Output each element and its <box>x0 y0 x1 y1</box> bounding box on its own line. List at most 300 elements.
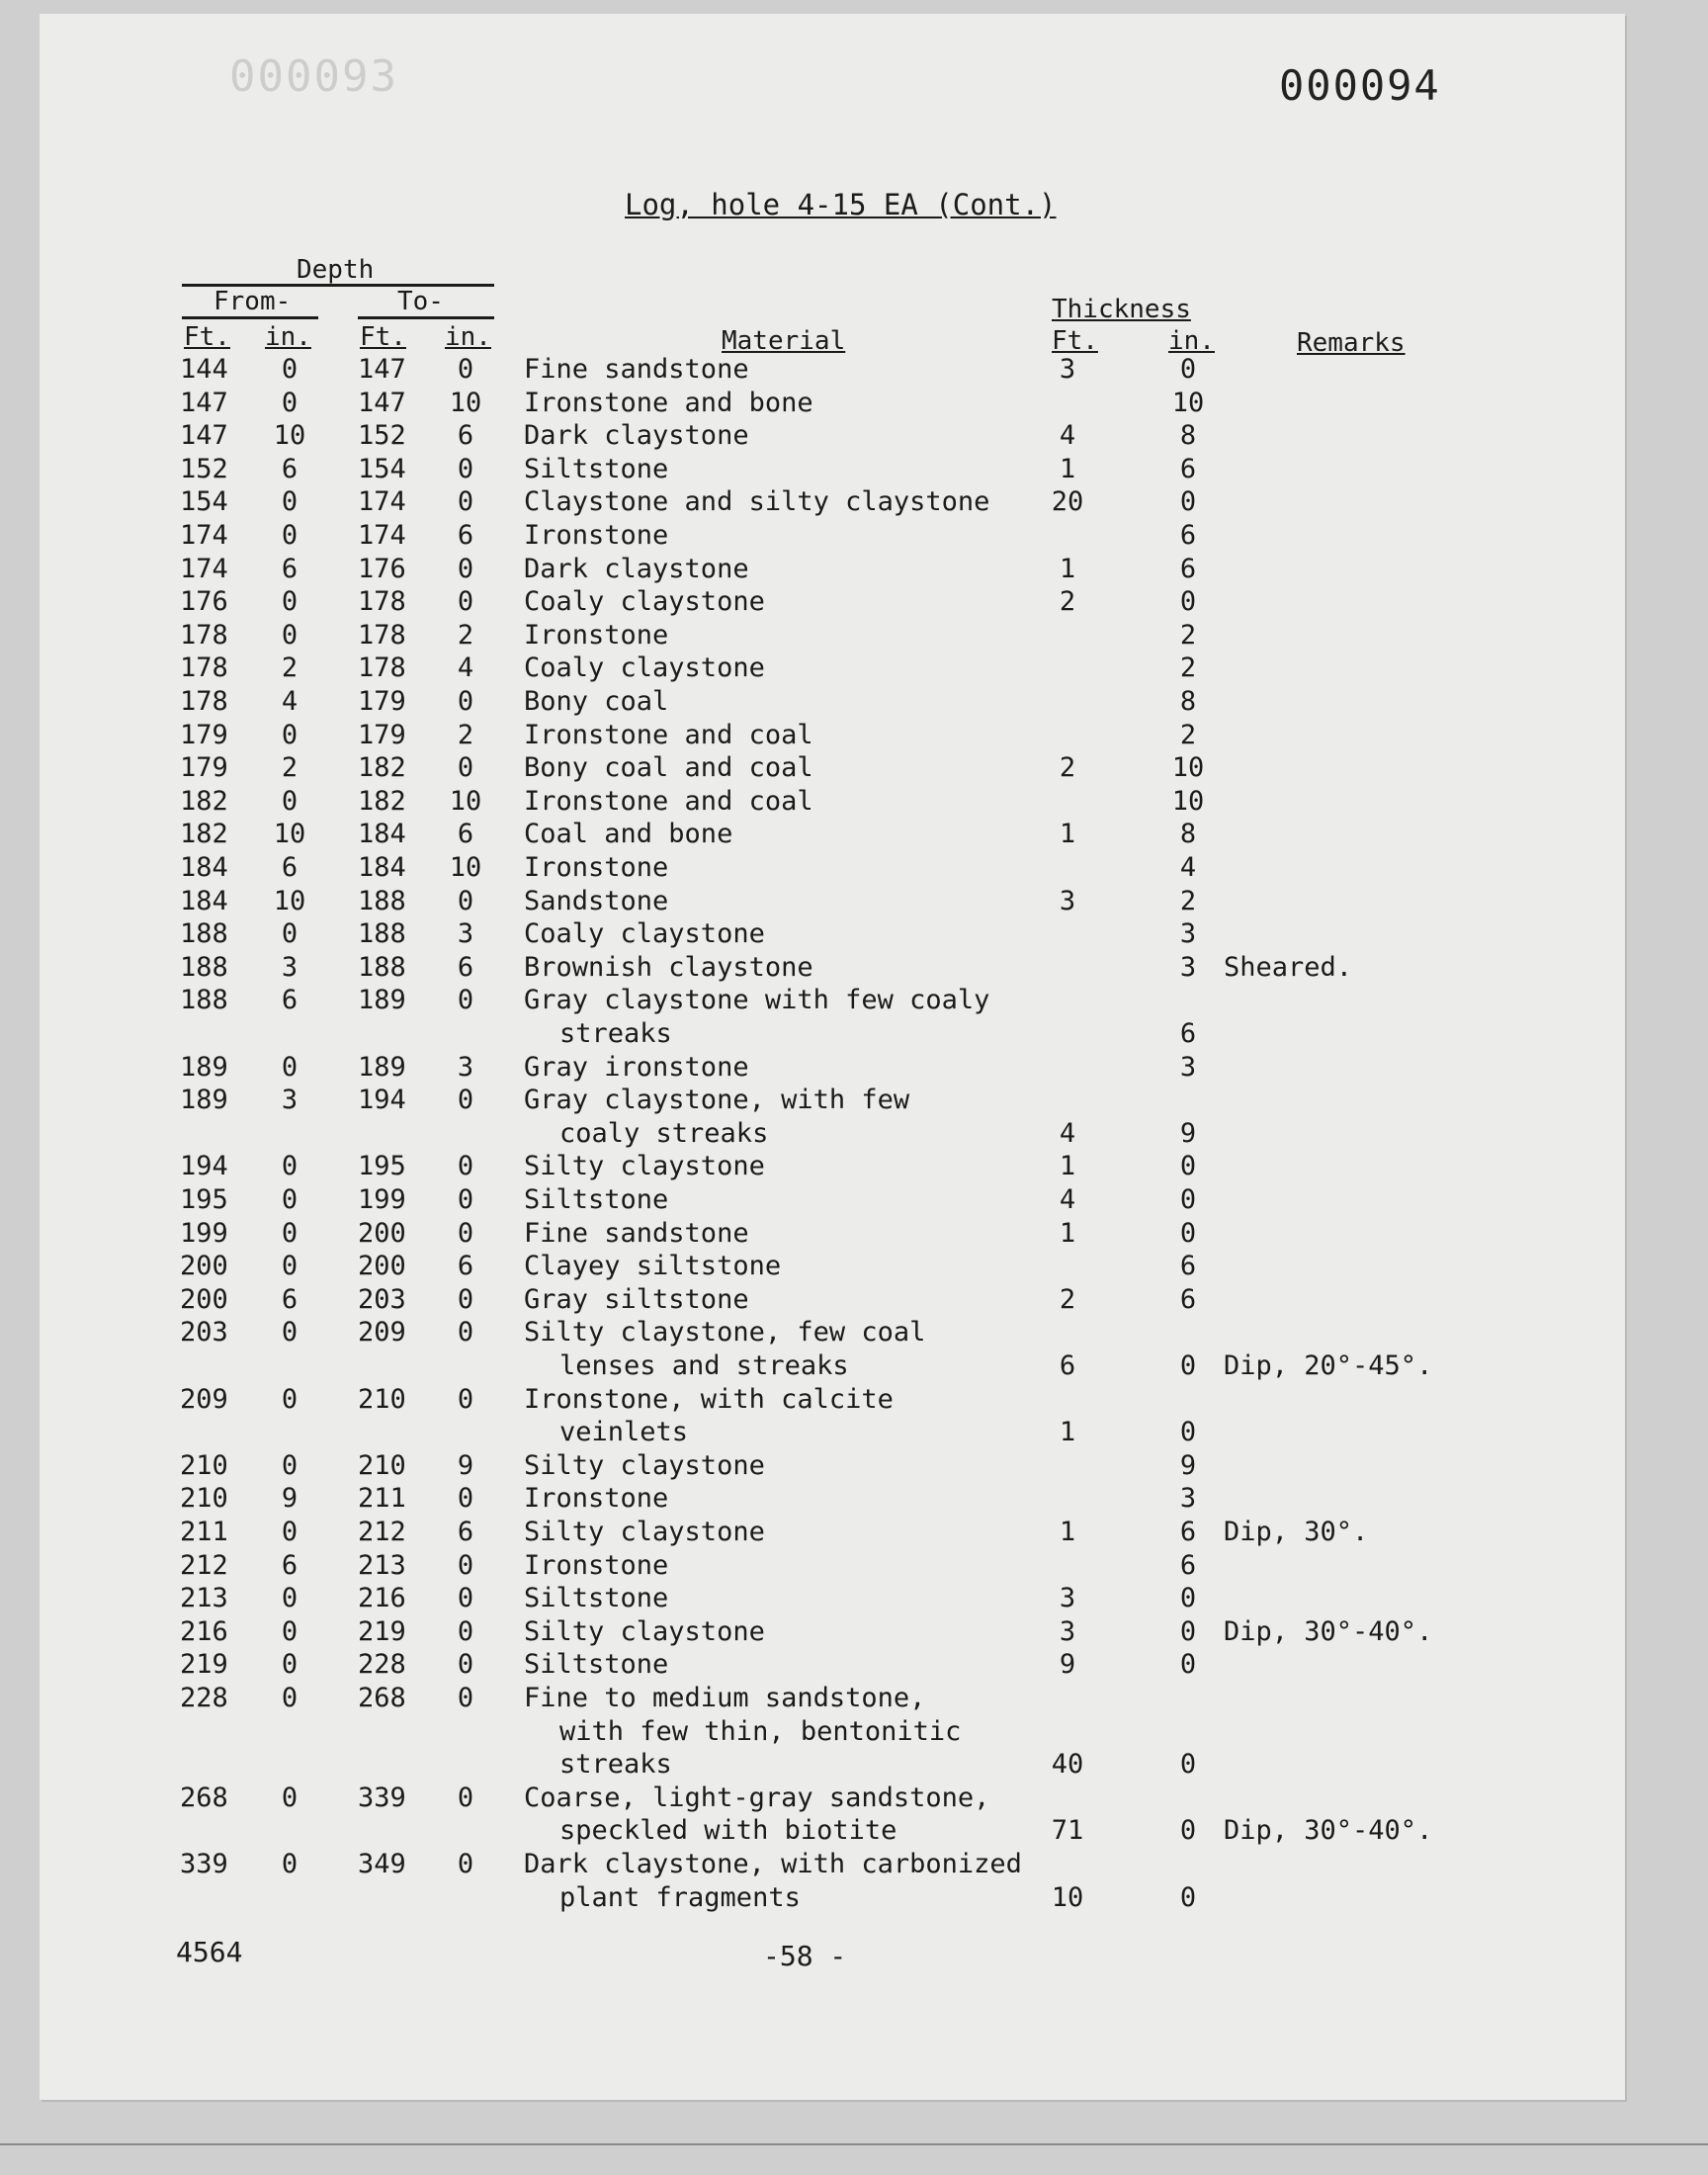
material-text: Coal and bone <box>524 819 733 850</box>
table-row <box>0 1517 1708 1550</box>
material-text: Ironstone <box>524 1549 669 1581</box>
depth-from-ft: 182 <box>180 819 228 850</box>
table-row <box>0 918 1708 952</box>
material-continuation: streaks <box>559 1749 672 1781</box>
remarks-text: Dip, 30°-40°. <box>1224 1615 1433 1647</box>
thickness-in: 0 <box>1179 1881 1197 1913</box>
depth-from-in: 0 <box>281 1449 299 1481</box>
thickness-in: 0 <box>1179 1349 1197 1381</box>
thickness-in: 0 <box>1179 1815 1197 1847</box>
depth-from-ft: 144 <box>180 354 228 385</box>
depth-from-in: 4 <box>281 686 299 717</box>
page-number: -58 - <box>763 1940 847 1972</box>
depth-to-ft: 211 <box>358 1483 406 1515</box>
thickness-in: 10 <box>1171 785 1205 817</box>
thickness-in: 2 <box>1179 885 1197 916</box>
thickness-in: 0 <box>1179 1417 1197 1448</box>
table-row <box>0 1317 1708 1381</box>
depth-to-in: 0 <box>457 1217 474 1249</box>
material-text: Ironstone <box>524 1483 669 1515</box>
depth-to-in: 0 <box>457 453 474 484</box>
depth-to-ft: 178 <box>358 652 406 684</box>
depth-to-ft: 174 <box>358 486 406 518</box>
material-text: Gray siltstone <box>524 1283 749 1315</box>
thickness-ft: 1 <box>1059 1517 1076 1547</box>
depth-to-in: 0 <box>457 1549 474 1581</box>
thickness-in: 0 <box>1179 1217 1197 1249</box>
depth-from-ft: 174 <box>180 520 228 551</box>
material-text: Fine sandstone <box>524 354 749 385</box>
depth-to-ft: 200 <box>358 1217 406 1249</box>
depth-to-ft: 188 <box>358 918 406 950</box>
depth-to-ft: 349 <box>358 1849 406 1879</box>
depth-from-in: 10 <box>273 885 306 916</box>
depth-from-in: 0 <box>281 1517 299 1547</box>
remarks-header: Remarks <box>1297 328 1406 358</box>
depth-from-ft: 176 <box>180 586 228 618</box>
depth-from-ft: 210 <box>180 1449 228 1481</box>
depth-from-in: 0 <box>281 1649 299 1681</box>
table-row <box>0 686 1708 720</box>
thickness-in: 10 <box>1171 752 1205 784</box>
depth-to-in: 0 <box>457 1782 474 1813</box>
remarks-text: Dip, 20°-45°. <box>1224 1349 1433 1381</box>
table-row <box>0 586 1708 620</box>
depth-from-in: 0 <box>281 1683 299 1713</box>
depth-from-ft: 339 <box>180 1849 228 1879</box>
material-text: Ironstone and coal <box>524 785 813 817</box>
thickness-in: 8 <box>1179 420 1197 452</box>
thickness-in: 3 <box>1179 1051 1197 1083</box>
depth-to-in: 0 <box>457 752 474 784</box>
material-text: Bony coal and coal <box>524 752 813 784</box>
material-text: Silty claystone, few coal <box>524 1317 926 1348</box>
table-row <box>0 554 1708 587</box>
material-text: Siltstone <box>524 1649 669 1681</box>
depth-from-in: 9 <box>281 1483 299 1515</box>
material-text: Ironstone <box>524 619 669 651</box>
from-ft-header: Ft. <box>184 322 230 352</box>
depth-to-in: 0 <box>457 1583 474 1614</box>
depth-to-in: 6 <box>457 1251 474 1282</box>
material-continuation: coaly streaks <box>559 1117 769 1149</box>
depth-from-in: 0 <box>281 586 299 618</box>
depth-to-in: 0 <box>457 1184 474 1215</box>
thickness-in: 0 <box>1179 1615 1197 1647</box>
table-row <box>0 1782 1708 1847</box>
from-in-header: in. <box>265 322 311 352</box>
depth-from-ft: 189 <box>180 1085 228 1116</box>
thickness-ft: 2 <box>1059 586 1076 618</box>
depth-to-in: 0 <box>457 553 474 584</box>
table-row <box>0 720 1708 753</box>
depth-from-in: 6 <box>281 985 299 1016</box>
thickness-in: 0 <box>1179 586 1197 618</box>
table-row <box>0 1085 1708 1149</box>
table-row <box>0 1483 1708 1517</box>
material-continuation: with few thin, bentonitic <box>559 1715 962 1747</box>
material-text: Silty claystone <box>524 1615 765 1647</box>
depth-to-in: 0 <box>457 985 474 1016</box>
depth-from-ft: 182 <box>180 785 228 817</box>
depth-from-in: 0 <box>281 1217 299 1249</box>
material-text: Dark claystone, with carbonized <box>524 1849 1022 1879</box>
thickness-in: 0 <box>1179 1749 1197 1781</box>
footer-number: 4564 <box>176 1936 243 1968</box>
depth-to-ft: 154 <box>358 453 406 484</box>
depth-from-ft: 178 <box>180 619 228 651</box>
table-row <box>0 1383 1708 1448</box>
table-row <box>0 1284 1708 1318</box>
to-header: To- <box>397 287 444 316</box>
thickness-ft: 1 <box>1059 1217 1076 1249</box>
table-row <box>0 486 1708 520</box>
material-text: Dark claystone <box>524 553 749 584</box>
depth-from-in: 0 <box>281 785 299 817</box>
thickness-ft: 1 <box>1059 1417 1076 1448</box>
depth-to-ft: 184 <box>358 852 406 883</box>
page-title: Log, hole 4-15 EA (Cont.) <box>625 188 1057 221</box>
depth-from-ft: 228 <box>180 1683 228 1713</box>
depth-to-in: 0 <box>457 1649 474 1681</box>
depth-from-in: 10 <box>273 420 306 452</box>
thickness-ft: 2 <box>1059 1283 1076 1315</box>
depth-to-in: 10 <box>449 387 482 418</box>
table-row <box>0 388 1708 421</box>
thickness-in: 10 <box>1171 387 1205 418</box>
thickness-ft: 71 <box>1051 1815 1084 1847</box>
depth-from-ft: 178 <box>180 686 228 717</box>
table-row <box>0 652 1708 686</box>
thickness-in: 0 <box>1179 1151 1197 1182</box>
thickness-ft-header: Ft. <box>1052 326 1098 356</box>
depth-to-ft: 195 <box>358 1151 406 1182</box>
depth-to-ft: 152 <box>358 420 406 452</box>
table-row <box>0 1151 1708 1184</box>
thickness-in-header: in. <box>1168 326 1215 356</box>
depth-from-ft: 200 <box>180 1251 228 1282</box>
depth-from-ft: 179 <box>180 719 228 750</box>
depth-from-ft: 179 <box>180 752 228 784</box>
thickness-in: 3 <box>1179 918 1197 950</box>
depth-from-ft: 188 <box>180 985 228 1016</box>
table-row <box>0 1683 1708 1781</box>
thickness-ft: 2 <box>1059 752 1076 784</box>
depth-to-in: 0 <box>457 1151 474 1182</box>
thickness-in: 6 <box>1179 1549 1197 1581</box>
thickness-ft: 3 <box>1059 1615 1076 1647</box>
table-row <box>0 852 1708 886</box>
depth-from-in: 0 <box>281 520 299 551</box>
thickness-in: 2 <box>1179 619 1197 651</box>
material-text: Ironstone and coal <box>524 719 813 750</box>
depth-from-ft: 194 <box>180 1151 228 1182</box>
table-row <box>0 354 1708 388</box>
depth-from-ft: 211 <box>180 1517 228 1547</box>
depth-to-in: 2 <box>457 619 474 651</box>
depth-from-in: 0 <box>281 486 299 518</box>
material-continuation: lenses and streaks <box>559 1349 849 1381</box>
thickness-in: 2 <box>1179 652 1197 684</box>
table-row <box>0 1218 1708 1252</box>
thickness-ft: 3 <box>1059 885 1076 916</box>
thickness-in: 0 <box>1179 1583 1197 1614</box>
depth-from-ft: 213 <box>180 1583 228 1614</box>
material-text: Sandstone <box>524 885 669 916</box>
material-text: Gray claystone, with few <box>524 1085 910 1116</box>
depth-from-ft: 195 <box>180 1184 228 1215</box>
depth-to-in: 6 <box>457 520 474 551</box>
thickness-ft: 4 <box>1059 1117 1076 1149</box>
depth-to-ft: 184 <box>358 819 406 850</box>
table-row <box>0 1550 1708 1584</box>
material-text: Dark claystone <box>524 420 749 452</box>
to-rule <box>358 316 494 319</box>
depth-to-ft: 188 <box>358 951 406 983</box>
table-row <box>0 1052 1708 1086</box>
table-row <box>0 420 1708 454</box>
material-text: Bony coal <box>524 686 669 717</box>
material-text: Gray claystone with few coaly <box>524 985 990 1016</box>
depth-to-ft: 228 <box>358 1649 406 1681</box>
table-row <box>0 1849 1708 1913</box>
depth-from-in: 0 <box>281 619 299 651</box>
thickness-in: 0 <box>1179 1649 1197 1681</box>
depth-from-ft: 178 <box>180 652 228 684</box>
depth-to-in: 9 <box>457 1449 474 1481</box>
depth-to-ft: 216 <box>358 1583 406 1614</box>
depth-to-ft: 209 <box>358 1317 406 1348</box>
depth-from-in: 0 <box>281 1615 299 1647</box>
depth-to-in: 3 <box>457 1051 474 1083</box>
thickness-in: 9 <box>1179 1449 1197 1481</box>
to-in-header: in. <box>445 322 491 352</box>
depth-to-in: 0 <box>457 686 474 717</box>
depth-to-ft: 174 <box>358 520 406 551</box>
material-continuation: veinlets <box>559 1417 689 1448</box>
depth-from-ft: 200 <box>180 1283 228 1315</box>
depth-to-in: 0 <box>457 486 474 518</box>
from-rule <box>182 316 318 319</box>
depth-to-in: 6 <box>457 819 474 850</box>
thickness-in: 6 <box>1179 1017 1197 1049</box>
depth-from-in: 0 <box>281 387 299 418</box>
depth-to-in: 0 <box>457 1683 474 1713</box>
depth-header: Depth <box>297 255 375 285</box>
depth-to-ft: 178 <box>358 619 406 651</box>
depth-from-in: 6 <box>281 1549 299 1581</box>
depth-to-in: 0 <box>457 1317 474 1348</box>
thickness-in: 6 <box>1179 1283 1197 1315</box>
depth-from-ft: 203 <box>180 1317 228 1348</box>
table-row <box>0 1251 1708 1284</box>
material-text: Coaly claystone <box>524 652 765 684</box>
material-text: Gray ironstone <box>524 1051 749 1083</box>
thickness-ft: 4 <box>1059 1184 1076 1215</box>
material-text: Coarse, light-gray sandstone, <box>524 1782 990 1813</box>
thickness-in: 3 <box>1179 951 1197 983</box>
depth-from-in: 3 <box>281 951 299 983</box>
depth-from-ft: 154 <box>180 486 228 518</box>
depth-from-ft: 216 <box>180 1615 228 1647</box>
depth-to-in: 6 <box>457 1517 474 1547</box>
depth-from-in: 3 <box>281 1085 299 1116</box>
depth-from-ft: 174 <box>180 553 228 584</box>
depth-to-ft: 179 <box>358 719 406 750</box>
material-text: Silty claystone <box>524 1151 765 1182</box>
depth-from-ft: 184 <box>180 885 228 916</box>
depth-to-in: 0 <box>457 1615 474 1647</box>
depth-to-ft: 189 <box>358 985 406 1016</box>
thickness-ft: 1 <box>1059 553 1076 584</box>
thickness-ft: 20 <box>1051 486 1084 518</box>
depth-from-ft: 209 <box>180 1383 228 1415</box>
depth-from-in: 6 <box>281 852 299 883</box>
table-row <box>0 985 1708 1049</box>
depth-to-ft: 178 <box>358 586 406 618</box>
depth-to-in: 0 <box>457 1849 474 1879</box>
material-text: Siltstone <box>524 1583 669 1614</box>
depth-to-in: 10 <box>449 785 482 817</box>
material-text: Silty claystone <box>524 1449 765 1481</box>
depth-from-in: 0 <box>281 719 299 750</box>
table-row <box>0 454 1708 487</box>
material-header: Material <box>722 326 846 356</box>
depth-from-in: 0 <box>281 354 299 385</box>
depth-to-ft: 182 <box>358 785 406 817</box>
thickness-in: 8 <box>1179 819 1197 850</box>
table-row <box>0 1649 1708 1683</box>
material-text: Brownish claystone <box>524 951 813 983</box>
thickness-in: 6 <box>1179 1517 1197 1547</box>
depth-from-ft: 210 <box>180 1483 228 1515</box>
material-text: Silty claystone <box>524 1517 765 1547</box>
depth-from-ft: 268 <box>180 1782 228 1813</box>
to-ft-header: Ft. <box>360 322 406 352</box>
table-row <box>0 1450 1708 1484</box>
table-row <box>0 620 1708 653</box>
table-row <box>0 886 1708 919</box>
depth-to-ft: 212 <box>358 1517 406 1547</box>
depth-to-ft: 203 <box>358 1283 406 1315</box>
material-continuation: plant fragments <box>559 1881 801 1913</box>
thickness-ft: 40 <box>1051 1749 1084 1781</box>
thickness-header: Thickness <box>1052 295 1191 324</box>
material-text: Coaly claystone <box>524 918 765 950</box>
ghost-document-number: 000093 <box>229 51 398 102</box>
depth-from-ft: 189 <box>180 1051 228 1083</box>
thickness-ft: 9 <box>1059 1649 1076 1681</box>
depth-from-in: 0 <box>281 1051 299 1083</box>
thickness-ft: 1 <box>1059 1151 1076 1182</box>
depth-to-in: 0 <box>457 1383 474 1415</box>
table-row <box>0 520 1708 554</box>
thickness-ft: 10 <box>1051 1881 1084 1913</box>
thickness-in: 6 <box>1179 1251 1197 1282</box>
depth-to-ft: 219 <box>358 1615 406 1647</box>
depth-from-in: 0 <box>281 1251 299 1282</box>
depth-from-in: 0 <box>281 1151 299 1182</box>
depth-to-in: 4 <box>457 652 474 684</box>
depth-to-ft: 189 <box>358 1051 406 1083</box>
table-row <box>0 952 1708 986</box>
depth-to-ft: 176 <box>358 553 406 584</box>
material-continuation: streaks <box>559 1017 672 1049</box>
depth-from-in: 0 <box>281 1383 299 1415</box>
depth-from-ft: 152 <box>180 453 228 484</box>
depth-from-ft: 184 <box>180 852 228 883</box>
material-text: Ironstone <box>524 852 669 883</box>
depth-from-ft: 147 <box>180 387 228 418</box>
thickness-in: 9 <box>1179 1117 1197 1149</box>
table-row <box>0 819 1708 852</box>
depth-to-in: 3 <box>457 918 474 950</box>
remarks-text: Dip, 30°. <box>1224 1517 1369 1547</box>
depth-to-ft: 182 <box>358 752 406 784</box>
depth-to-ft: 179 <box>358 686 406 717</box>
depth-to-in: 0 <box>457 1483 474 1515</box>
material-text: Ironstone <box>524 520 669 551</box>
thickness-ft: 3 <box>1059 354 1076 385</box>
depth-to-ft: 199 <box>358 1184 406 1215</box>
depth-from-ft: 219 <box>180 1649 228 1681</box>
thickness-in: 4 <box>1179 852 1197 883</box>
depth-from-in: 0 <box>281 1782 299 1813</box>
thickness-ft: 1 <box>1059 453 1076 484</box>
table-row <box>0 1616 1708 1650</box>
thickness-in: 6 <box>1179 553 1197 584</box>
depth-to-ft: 194 <box>358 1085 406 1116</box>
depth-from-ft: 188 <box>180 918 228 950</box>
depth-to-ft: 200 <box>358 1251 406 1282</box>
depth-to-ft: 188 <box>358 885 406 916</box>
depth-to-in: 0 <box>457 586 474 618</box>
depth-to-in: 0 <box>457 1283 474 1315</box>
material-continuation: speckled with biotite <box>559 1815 897 1847</box>
thickness-in: 6 <box>1179 520 1197 551</box>
depth-to-in: 0 <box>457 354 474 385</box>
thickness-ft: 6 <box>1059 1349 1076 1381</box>
depth-to-ft: 339 <box>358 1782 406 1813</box>
material-text: Siltstone <box>524 1184 669 1215</box>
thickness-in: 0 <box>1179 1184 1197 1215</box>
depth-from-in: 0 <box>281 1583 299 1614</box>
material-text: Fine sandstone <box>524 1217 749 1249</box>
material-text: Fine to medium sandstone, <box>524 1683 926 1713</box>
from-header: From- <box>214 287 292 316</box>
material-text: Siltstone <box>524 453 669 484</box>
depth-to-ft: 147 <box>358 387 406 418</box>
depth-to-in: 2 <box>457 719 474 750</box>
scan-edge-line <box>0 2143 1708 2145</box>
depth-to-in: 0 <box>457 885 474 916</box>
remarks-text: Dip, 30°-40°. <box>1224 1815 1433 1847</box>
depth-from-in: 0 <box>281 1184 299 1215</box>
depth-from-in: 6 <box>281 1283 299 1315</box>
thickness-in: 0 <box>1179 354 1197 385</box>
depth-from-in: 2 <box>281 652 299 684</box>
depth-to-ft: 147 <box>358 354 406 385</box>
depth-to-in: 6 <box>457 951 474 983</box>
depth-from-ft: 147 <box>180 420 228 452</box>
depth-from-in: 10 <box>273 819 306 850</box>
thickness-ft: 1 <box>1059 819 1076 850</box>
thickness-in: 2 <box>1179 719 1197 750</box>
depth-to-ft: 210 <box>358 1383 406 1415</box>
depth-from-in: 6 <box>281 553 299 584</box>
material-text: Claystone and silty claystone <box>524 486 990 518</box>
document-number: 000094 <box>1279 61 1441 110</box>
